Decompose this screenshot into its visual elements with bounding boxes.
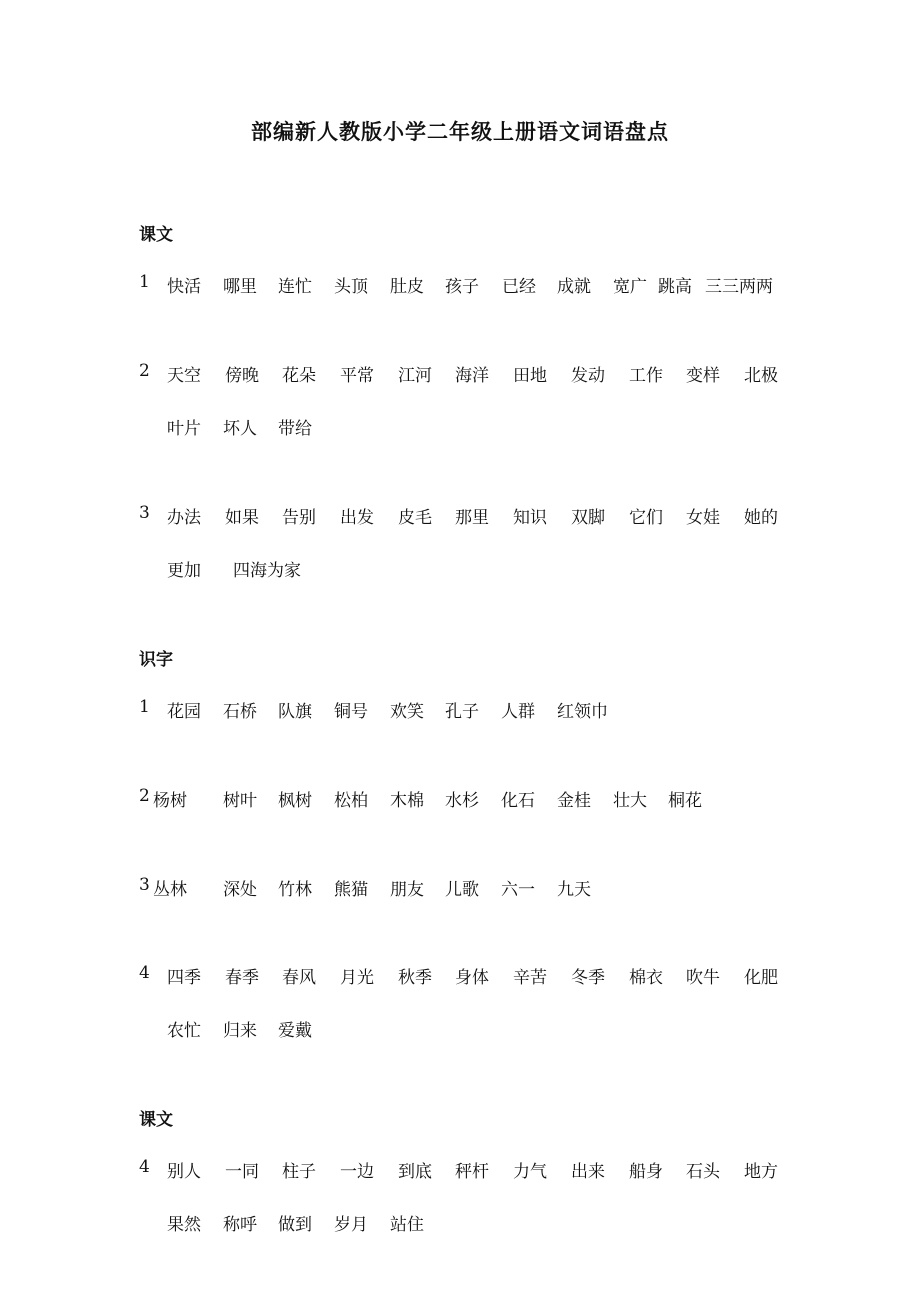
- vocab-word: 金桂: [557, 791, 591, 811]
- vocab-word: 天空: [167, 366, 201, 386]
- vocab-word: 成就: [557, 277, 591, 297]
- vocab-word: 爱戴: [278, 1021, 312, 1041]
- vocab-word: 她的: [744, 508, 778, 528]
- vocab-word: 如果: [225, 508, 259, 528]
- vocab-word: 花园: [167, 702, 201, 722]
- vocab-word: 做到: [278, 1215, 312, 1235]
- section-heading-shizi: 识字: [139, 650, 173, 670]
- vocab-word: 枫树: [278, 791, 312, 811]
- vocab-word: 柱子: [282, 1162, 316, 1182]
- vocab-word: 一同: [225, 1162, 259, 1182]
- vocab-word: 岁月: [334, 1215, 368, 1235]
- vocab-word: 化肥: [744, 968, 778, 988]
- vocab-word: 双脚: [571, 508, 605, 528]
- vocab-word: 三三两两: [705, 277, 773, 297]
- vocab-word: 变样: [686, 366, 720, 386]
- vocab-word: 办法: [167, 508, 201, 528]
- vocab-word: 铜号: [334, 702, 368, 722]
- vocab-word: 杨树: [153, 791, 187, 811]
- vocab-word: 春季: [225, 968, 259, 988]
- vocab-word: 归来: [223, 1021, 257, 1041]
- vocab-word: 更加: [167, 561, 201, 581]
- vocab-word: 儿歌: [445, 880, 479, 900]
- vocab-word: 地方: [744, 1162, 778, 1182]
- vocab-word: 傍晚: [225, 366, 259, 386]
- lesson-number: 4: [139, 1157, 150, 1177]
- vocab-word: 深处: [223, 880, 257, 900]
- vocab-word: 壮大: [613, 791, 647, 811]
- vocab-word: 松柏: [334, 791, 368, 811]
- vocab-word: 人群: [501, 702, 535, 722]
- vocab-word: 秋季: [398, 968, 432, 988]
- vocab-word: 快活: [167, 277, 201, 297]
- vocab-word: 宽广: [613, 277, 647, 297]
- vocab-word: 竹林: [278, 880, 312, 900]
- vocab-word: 树叶: [223, 791, 257, 811]
- vocab-word: 力气: [513, 1162, 547, 1182]
- vocab-word: 跳高: [658, 277, 692, 297]
- vocab-word: 连忙: [278, 277, 312, 297]
- vocab-word: 女娃: [686, 508, 720, 528]
- vocab-word: 四季: [167, 968, 201, 988]
- vocab-word: 皮毛: [398, 508, 432, 528]
- vocab-word: 一边: [340, 1162, 374, 1182]
- vocab-word: 春风: [282, 968, 316, 988]
- vocab-word: 肚皮: [390, 277, 424, 297]
- vocab-word: 田地: [513, 366, 547, 386]
- lesson-number: 2: [139, 361, 150, 381]
- vocab-word: 辛苦: [513, 968, 547, 988]
- vocab-word: 欢笑: [390, 702, 424, 722]
- vocab-word: 果然: [167, 1215, 201, 1235]
- vocab-word: 水杉: [445, 791, 479, 811]
- vocab-word: 丛林: [153, 880, 187, 900]
- lesson-number: 3: [139, 503, 150, 523]
- vocab-word: 海洋: [455, 366, 489, 386]
- vocab-word: 花朵: [282, 366, 316, 386]
- lesson-number: 1: [139, 272, 150, 292]
- lesson-number: 3: [139, 875, 150, 895]
- vocab-word: 北极: [744, 366, 778, 386]
- vocab-word: 哪里: [223, 277, 257, 297]
- vocab-word: 那里: [455, 508, 489, 528]
- vocab-word: 站住: [390, 1215, 424, 1235]
- vocab-word: 熊猫: [334, 880, 368, 900]
- vocab-word: 它们: [629, 508, 663, 528]
- lesson-number: 4: [139, 963, 150, 983]
- vocab-word: 九天: [557, 880, 591, 900]
- vocab-word: 江河: [398, 366, 432, 386]
- vocab-word: 孩子: [445, 277, 479, 297]
- vocab-word: 坏人: [223, 419, 257, 439]
- vocab-word: 发动: [571, 366, 605, 386]
- vocab-word: 农忙: [167, 1021, 201, 1041]
- vocab-word: 叶片: [167, 419, 201, 439]
- vocab-word: 出发: [340, 508, 374, 528]
- vocab-word: 带给: [278, 419, 312, 439]
- vocab-word: 红领巾: [557, 702, 608, 722]
- vocab-word: 月光: [340, 968, 374, 988]
- vocab-word: 别人: [167, 1162, 201, 1182]
- lesson-number: 1: [139, 697, 150, 717]
- vocab-word: 冬季: [571, 968, 605, 988]
- section-heading-kewen-2: 课文: [139, 1110, 173, 1130]
- vocab-word: 头顶: [334, 277, 368, 297]
- vocab-word: 告别: [282, 508, 316, 528]
- vocab-word: 石桥: [223, 702, 257, 722]
- vocab-word: 已经: [502, 277, 536, 297]
- vocab-word: 吹牛: [686, 968, 720, 988]
- vocab-word: 桐花: [668, 791, 702, 811]
- vocab-word: 棉衣: [629, 968, 663, 988]
- vocab-word: 朋友: [390, 880, 424, 900]
- vocab-word: 化石: [501, 791, 535, 811]
- page-title: 部编新人教版小学二年级上册语文词语盘点: [251, 119, 669, 144]
- vocab-word: 石头: [686, 1162, 720, 1182]
- vocab-word: 六一: [501, 880, 535, 900]
- lesson-number: 2: [139, 786, 150, 806]
- vocab-word: 平常: [340, 366, 374, 386]
- vocab-word: 木棉: [390, 791, 424, 811]
- vocab-word: 船身: [629, 1162, 663, 1182]
- vocab-word: 出来: [571, 1162, 605, 1182]
- vocab-word: 称呼: [223, 1215, 257, 1235]
- vocab-word: 孔子: [445, 702, 479, 722]
- section-heading-kewen-1: 课文: [139, 225, 173, 245]
- vocab-word: 四海为家: [233, 561, 301, 581]
- vocab-word: 工作: [629, 366, 663, 386]
- vocab-word: 到底: [398, 1162, 432, 1182]
- vocab-word: 秤杆: [455, 1162, 489, 1182]
- vocab-word: 身体: [455, 968, 489, 988]
- vocab-word: 知识: [513, 508, 547, 528]
- vocab-word: 队旗: [278, 702, 312, 722]
